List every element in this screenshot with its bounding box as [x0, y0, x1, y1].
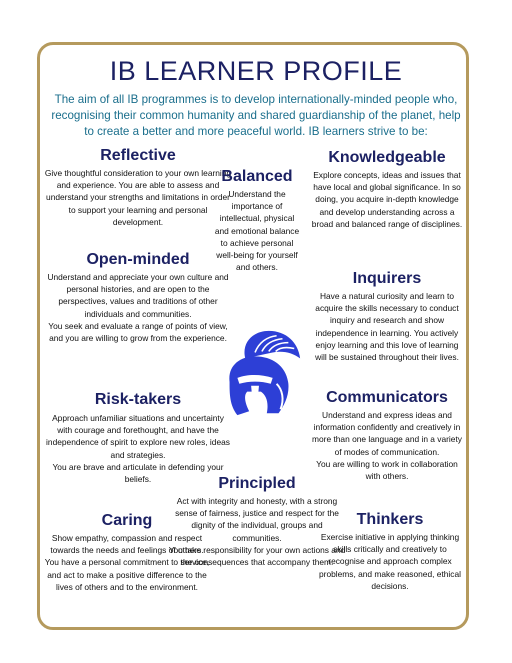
profile-title: Inquirers — [352, 270, 422, 287]
profile-caring — [44, 512, 210, 593]
profile-text: Exercise initiative in applying thinking skills critically and creatively to recognise and approach complex problems, and make reasoned, ethical decisions. — [319, 532, 461, 591]
profile-text: You are brave and articulate in defending your beliefs. — [52, 461, 224, 485]
profile-text: You take responsibility for your own actions and the consequences that accompany them. — [168, 544, 346, 568]
profile-text: Show empathy, compassion and respect towards the needs and feelings of others. — [50, 533, 204, 556]
profile-title: Knowledgeable — [328, 149, 446, 166]
profile-text: Approach unfamiliar situations and uncertainty with courage and forethought, and have the independence of spirit to explore new roles, ideas and strategies. — [46, 413, 230, 460]
profile-title: Thinkers — [356, 511, 424, 528]
profile-knowledgeable — [310, 149, 464, 230]
profile-text: You are willing to work in collaboration with others. — [316, 458, 458, 482]
profile-inquirers — [310, 270, 464, 363]
profile-text: You have a personal commitment to service, and act to make a positive difference to the lives of others and to the environment. — [44, 557, 210, 592]
profile-title: Reflective — [100, 147, 176, 164]
profile-text: Understand and express ideas and information confidently and creatively in more than one language and in a variety of modes of communication. — [312, 410, 462, 457]
profile-text: Understand the importance of intellectual, physical and emotional balance to achieve personal well-being for yourself and others. — [214, 189, 300, 273]
profile-thinkers — [316, 511, 464, 592]
profile-title: Balanced — [221, 168, 293, 185]
profile-communicators — [310, 389, 464, 482]
profile-open-minded — [44, 251, 232, 344]
profile-text: Explore concepts, ideas and issues that have local and global significance. In so doing, you acquire in-depth knowledge and develop understanding across a broad and balanced range of disciplines. — [311, 170, 463, 229]
intro-paragraph: The aim of all IB programmes is to develop internationally-minded people who, recognising their common humanity and shared guardianship of the planet, help to create a better and more peaceful world. IB learners strive to be: — [51, 93, 461, 138]
profile-risk-takers — [44, 391, 232, 485]
profile-text: Understand and appreciate your own culture and personal histories, and are open to the perspectives, values and traditions of other individuals and communities. — [47, 272, 229, 319]
profile-text: Give thoughtful consideration to your own learning and experience. You are able to assess and understand your strengths and limitations in order to support your learning and personal development. — [44, 168, 232, 227]
profile-text: You seek and evaluate a range of points of view, and you are willing to grow from the experience. — [48, 320, 228, 344]
profile-text: Have a natural curiosity and learn to acquire the skills necessary to conduct inquiry and research and show independence in learning. You actively enjoy learning and this love of learning will be sustained throughout their lives. — [315, 291, 459, 363]
profile-title: Caring — [101, 512, 153, 529]
profile-title: Open-minded — [86, 251, 190, 268]
profile-title: Communicators — [326, 389, 448, 406]
page-title: IB LEARNER PROFILE — [109, 56, 403, 86]
profile-reflective — [44, 147, 232, 228]
profile-title: Risk-takers — [94, 391, 182, 408]
profile-text: Act with integrity and honesty, with a strong sense of fairness, justice and respect for the dignity of the individual, groups and communities. — [175, 496, 339, 543]
profile-title: Principled — [218, 475, 296, 492]
